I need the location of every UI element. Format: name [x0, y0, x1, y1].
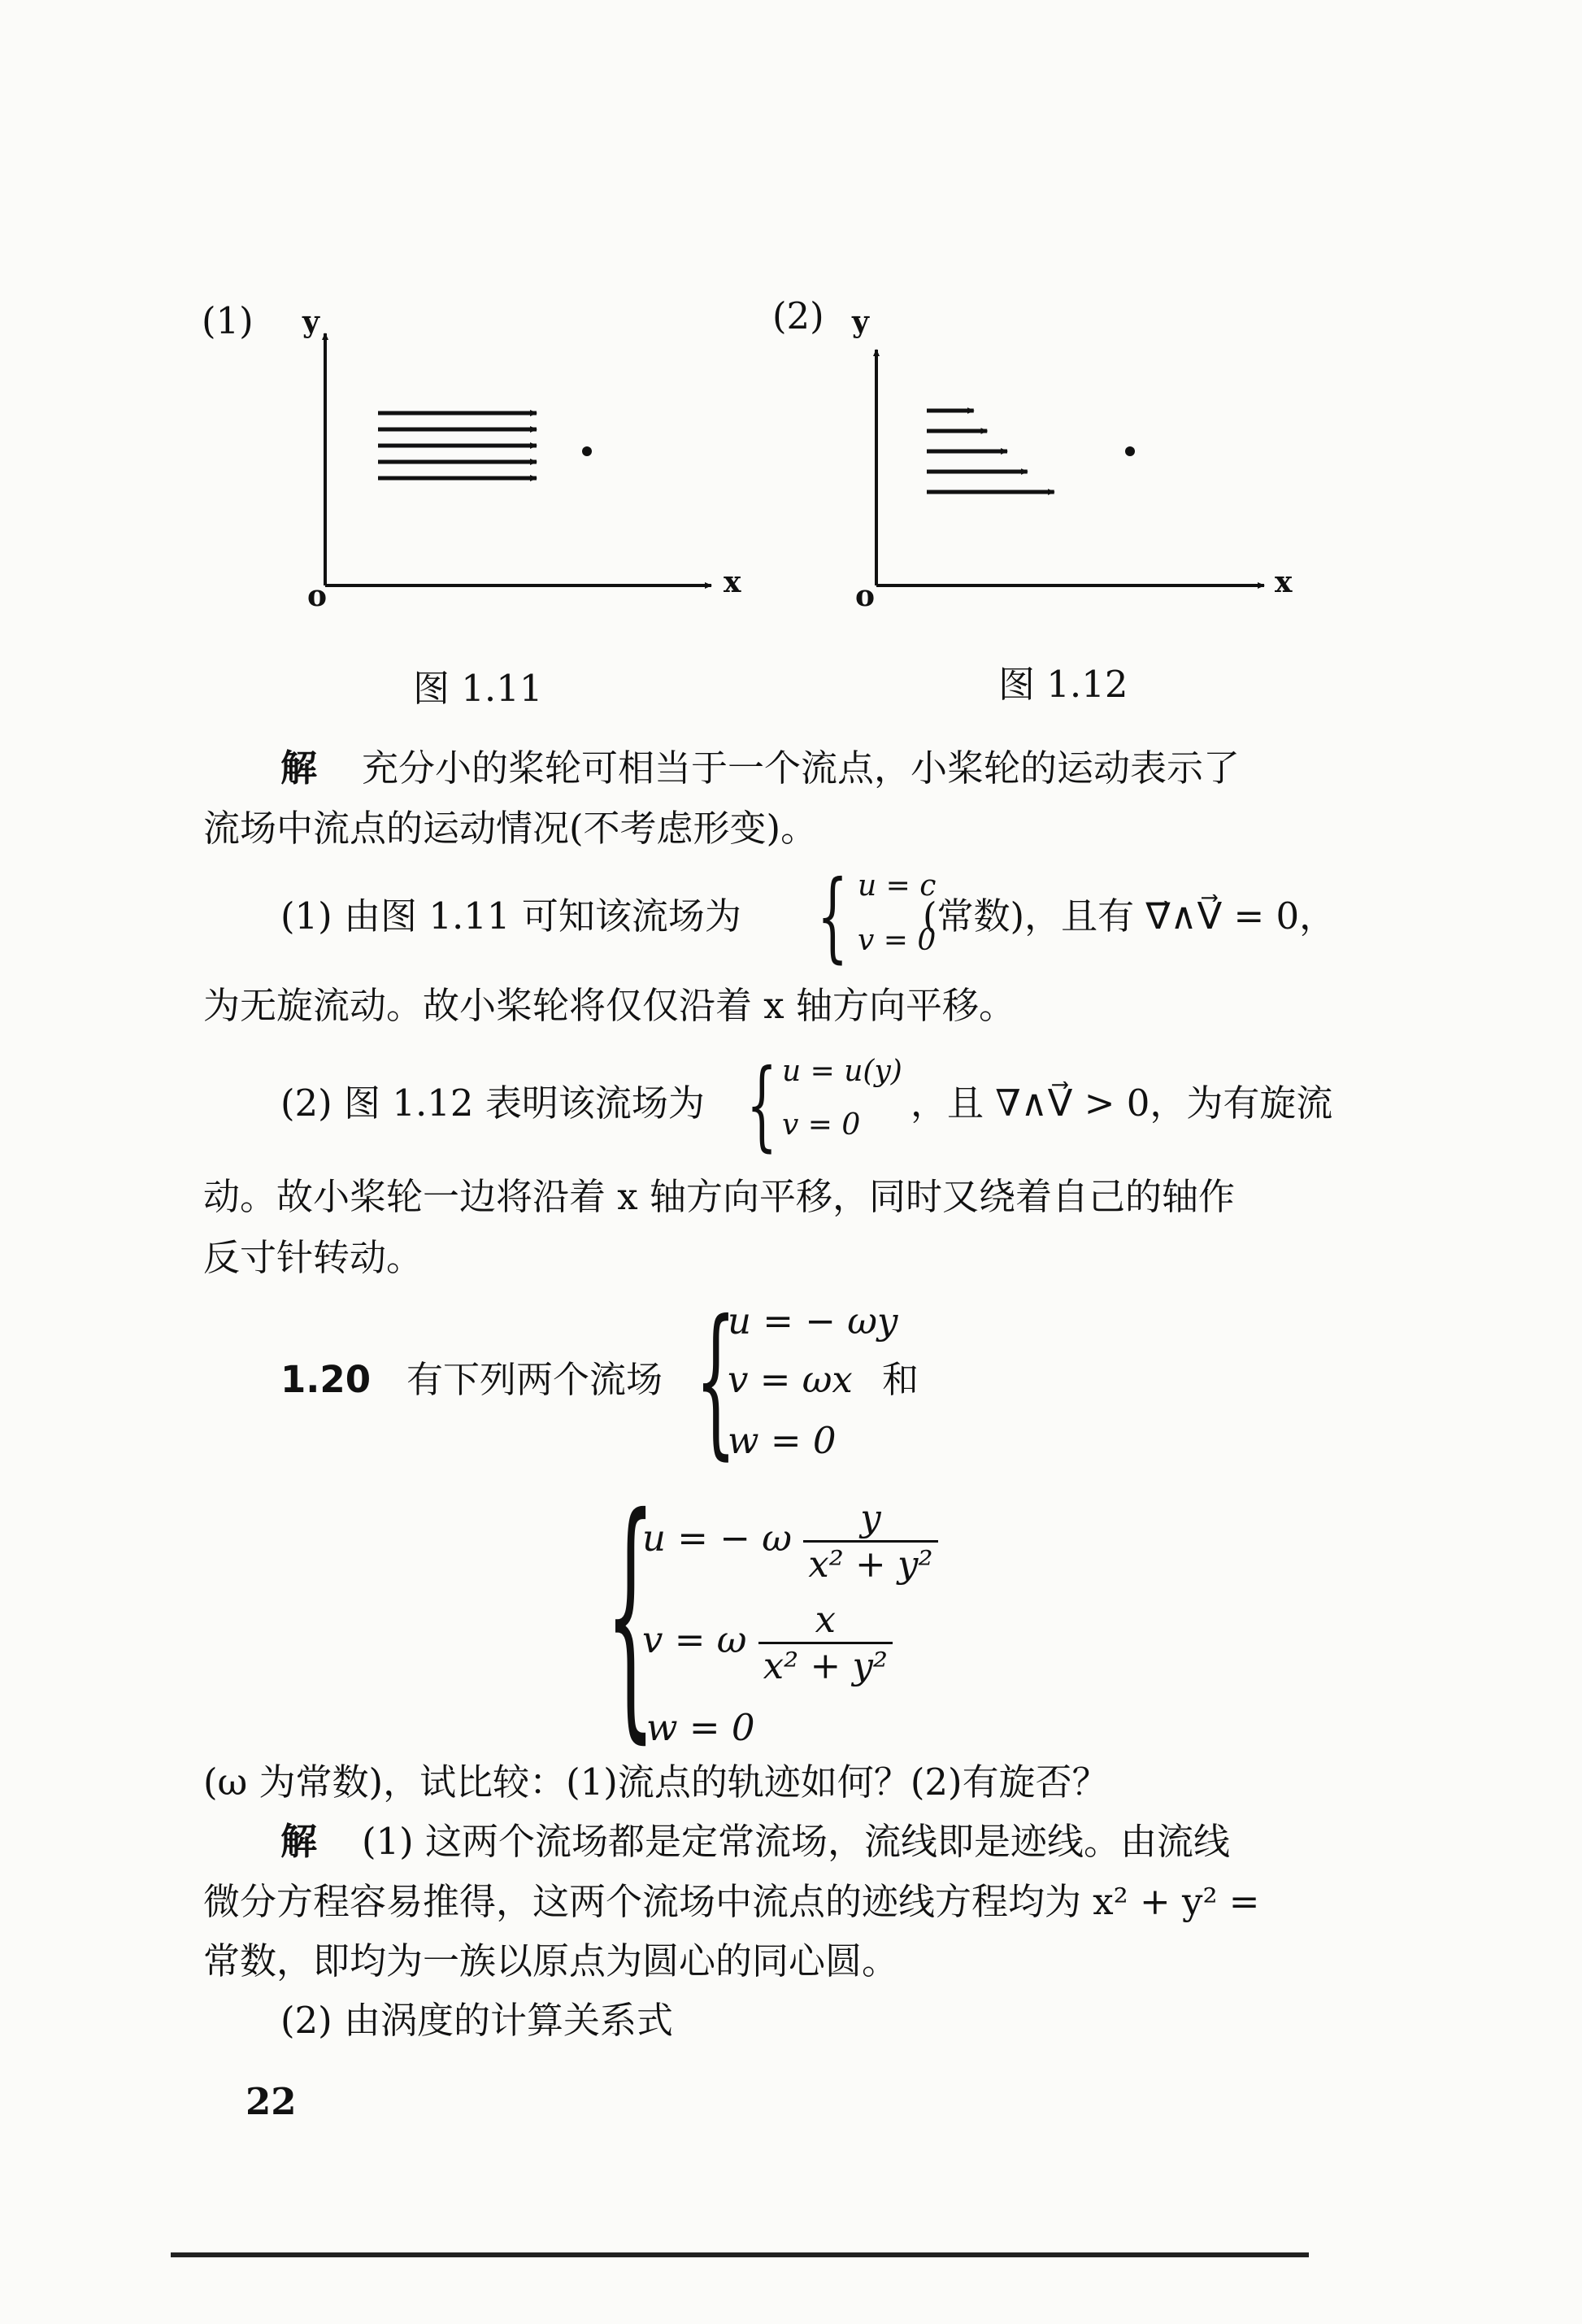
fraction	[758, 1598, 893, 1688]
denominator: x² + y²	[758, 1642, 893, 1688]
panel-label: (1)	[202, 299, 254, 342]
equation: u = c	[858, 869, 937, 903]
figure-caption: 图 1.12	[998, 663, 1128, 706]
figure-caption: 图 1.11	[413, 667, 543, 710]
text-line: (2) 图 1.12 表明该流场为	[280, 1081, 705, 1125]
x-axis-label: x	[724, 565, 741, 599]
text-line: 流场中流点的运动情况(不考虑形变)。	[203, 807, 818, 850]
text-line: (ω 为常数)，试比较：(1)流点的轨迹如何？(2)有旋否？	[203, 1760, 1109, 1804]
x-axis-label: x	[1275, 565, 1293, 599]
fraction	[803, 1496, 937, 1586]
paddle-point	[1125, 446, 1135, 456]
text-line: 反寸针转动。	[203, 1236, 424, 1279]
text-line: 为无旋流动。故小桨轮将仅仅沿着 x 轴方向平移。	[203, 984, 1015, 1027]
problem-number: 1.20	[280, 1358, 372, 1401]
panel-label: (2)	[772, 294, 824, 337]
text-line: 微分方程容易推得，这两个流场中流点的迹线方程均为 x² + y² =	[203, 1880, 1260, 1923]
left-brace: {	[746, 1049, 778, 1162]
conjunction: 和	[882, 1358, 919, 1401]
text-line: 有下列两个流场	[406, 1358, 663, 1401]
solution-marker: 解	[280, 1820, 318, 1863]
text-line: (2) 由涡度的计算关系式	[280, 1999, 674, 2042]
text-line: (常数)，且有 ∇⃗∧V⃗ = 0，	[923, 894, 1336, 938]
numerator: x	[815, 1598, 837, 1641]
equation: u = u(y)	[782, 1055, 902, 1088]
numerator: y	[860, 1496, 881, 1539]
footer-rule	[171, 2252, 1309, 2257]
denominator: x² + y²	[803, 1540, 937, 1586]
equation-v	[642, 1598, 893, 1688]
equation-w: w = 0	[646, 1706, 755, 1749]
y-axis-label: y	[302, 305, 319, 339]
equation-u	[642, 1496, 938, 1586]
solution-marker: 解	[280, 746, 318, 790]
origin-label: o	[855, 579, 876, 613]
equation: v = 0	[858, 924, 937, 957]
text-line: ，且 ∇∧V⃗ > 0，为有旋流	[911, 1081, 1333, 1125]
y-axis-label: y	[852, 305, 869, 339]
text-line: (1) 由图 1.11 可知该流场为	[280, 894, 741, 938]
equation: w = 0	[728, 1419, 837, 1462]
text-line: 充分小的桨轮可相当于一个流点，小桨轮的运动表示了	[362, 746, 1241, 790]
text-line: 动。故小桨轮一边将沿着 x 轴方向平移，同时又绕着自己的轴作	[203, 1175, 1235, 1218]
left-brace: {	[695, 1286, 737, 1475]
text-line: 常数，即均为一族以原点为圆心的同心圆。	[203, 1939, 899, 1982]
equation: v = ωx	[728, 1358, 853, 1401]
equation: u = − ωy	[728, 1299, 898, 1343]
origin-label: o	[307, 579, 328, 613]
equation: v = 0	[782, 1108, 861, 1142]
equation-lhs: u = − ω	[642, 1517, 792, 1560]
text-line: (1) 这两个流场都是定常流场，流线即是迹线。由流线	[362, 1820, 1231, 1863]
page-number: 22	[246, 2080, 297, 2123]
equation-lhs: v = ω	[642, 1618, 747, 1661]
left-brace: {	[817, 860, 849, 973]
left-brace: {	[606, 1463, 656, 1765]
